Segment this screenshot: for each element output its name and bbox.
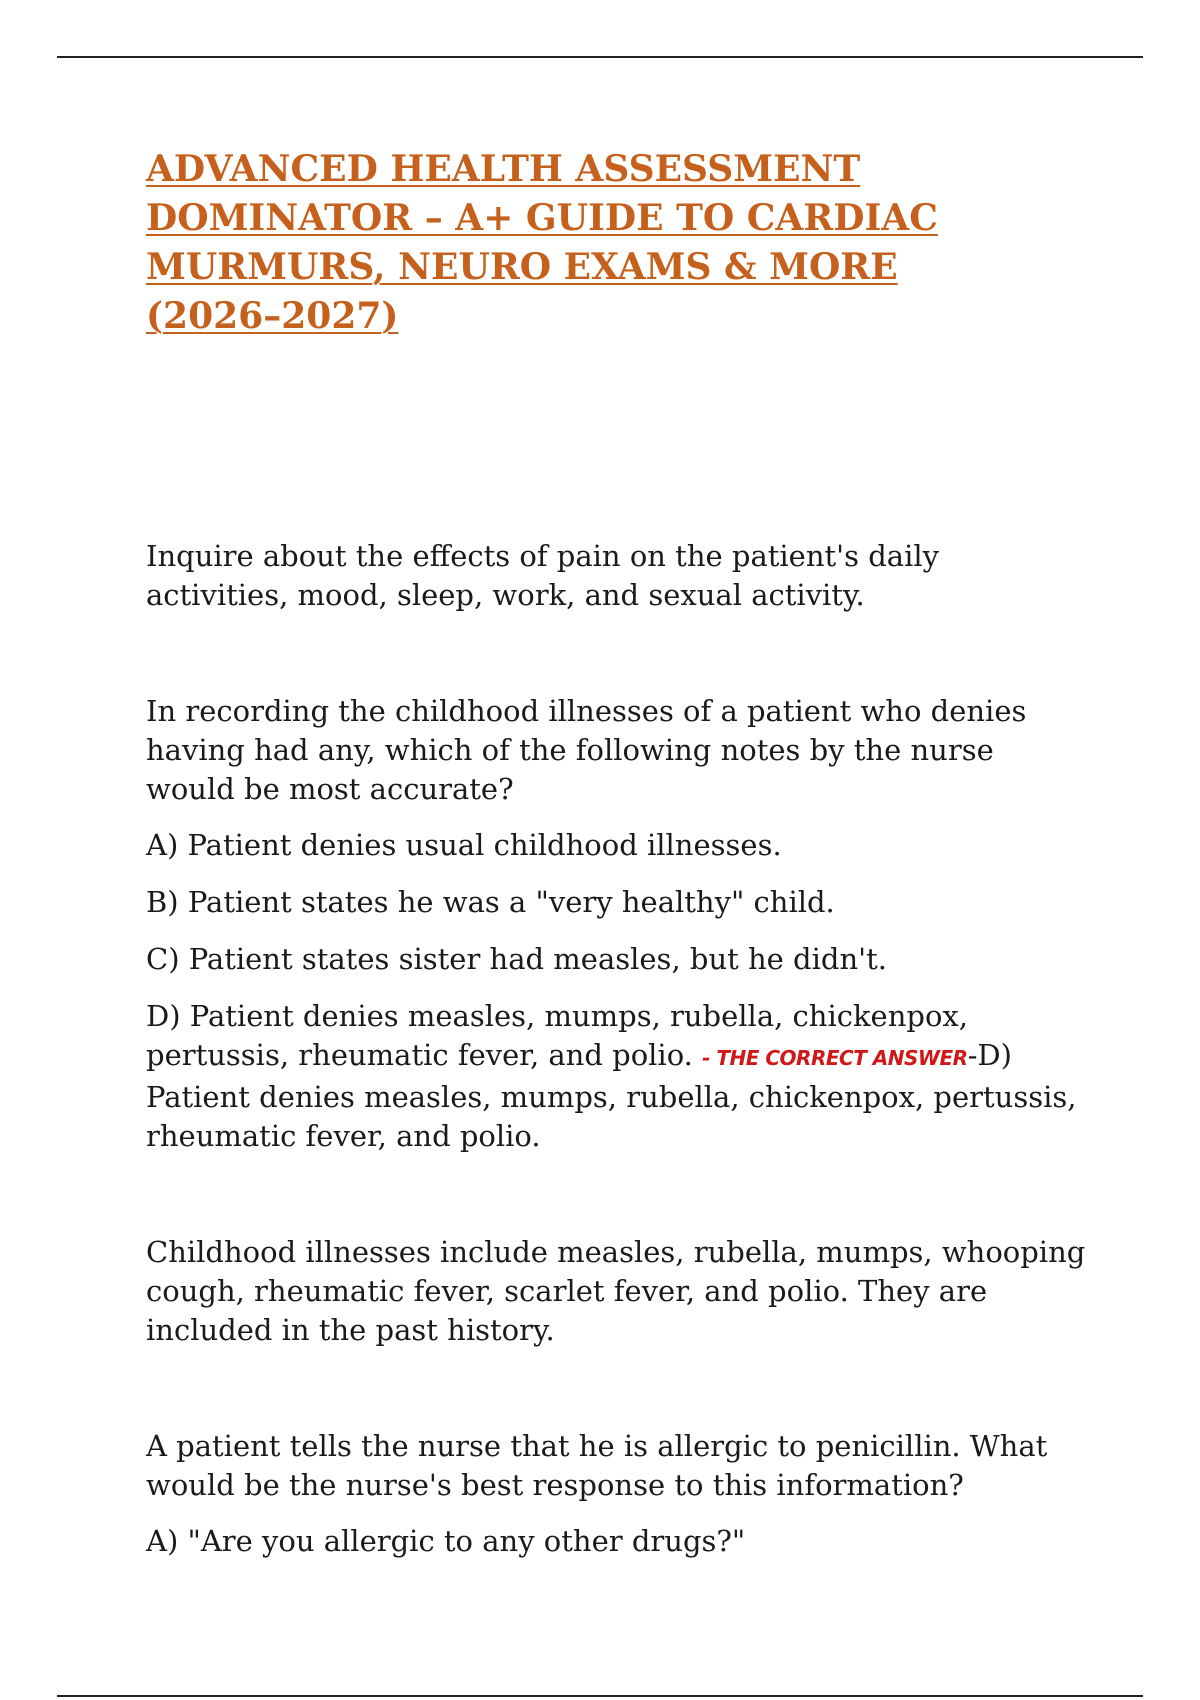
question-1-option-b: B) Patient states he was a "very healthy" child. bbox=[146, 885, 835, 919]
bottom-rule bbox=[57, 1695, 1143, 1697]
top-rule bbox=[57, 56, 1143, 58]
title-line-2: DOMINATOR – A+ GUIDE TO CARDIAC bbox=[146, 197, 938, 239]
question-2-option-a: A) "Are you allergic to any other drugs?" bbox=[146, 1524, 746, 1558]
question-1-explanation: Childhood illnesses include measles, rubella, mumps, whooping cough, rheumatic fever, scarlet fever, and polio. They are included in the past history. bbox=[146, 1235, 1086, 1347]
title-line-4: (2026–2027) bbox=[146, 295, 399, 337]
page-content bbox=[146, 145, 1086, 1561]
intro-paragraph: Inquire about the effects of pain on the patient's daily activities, mood, sleep, work, and sexual activity. bbox=[146, 539, 940, 612]
correct-answer-label: - THE CORRECT ANSWER bbox=[702, 1046, 968, 1070]
document-title bbox=[146, 145, 1086, 341]
question-1-prompt: In recording the childhood illnesses of a patient who denies having had any, which of the following notes by the nurse would be most accurate? bbox=[146, 694, 1027, 806]
correct-answer-text: -D) Patient denies measles, mumps, rubella, chickenpox, pertussis, rheumatic fever, and polio. bbox=[146, 1038, 1077, 1153]
title-line-1: ADVANCED HEALTH ASSESSMENT bbox=[146, 148, 861, 190]
question-1-option-d-with-answer bbox=[146, 997, 1086, 1156]
question-1-option-d: D) Patient denies measles, mumps, rubella, chickenpox, pertussis, rheumatic fever, and polio. bbox=[146, 999, 968, 1072]
question-1-option-a: A) Patient denies usual childhood illnesses. bbox=[146, 828, 782, 862]
question-1-option-c: C) Patient states sister had measles, but he didn't. bbox=[146, 942, 887, 976]
question-2-prompt: A patient tells the nurse that he is allergic to penicillin. What would be the nurse's best response to this information? bbox=[146, 1429, 1048, 1502]
title-line-3: MURMURS, NEURO EXAMS & MORE bbox=[146, 246, 898, 288]
